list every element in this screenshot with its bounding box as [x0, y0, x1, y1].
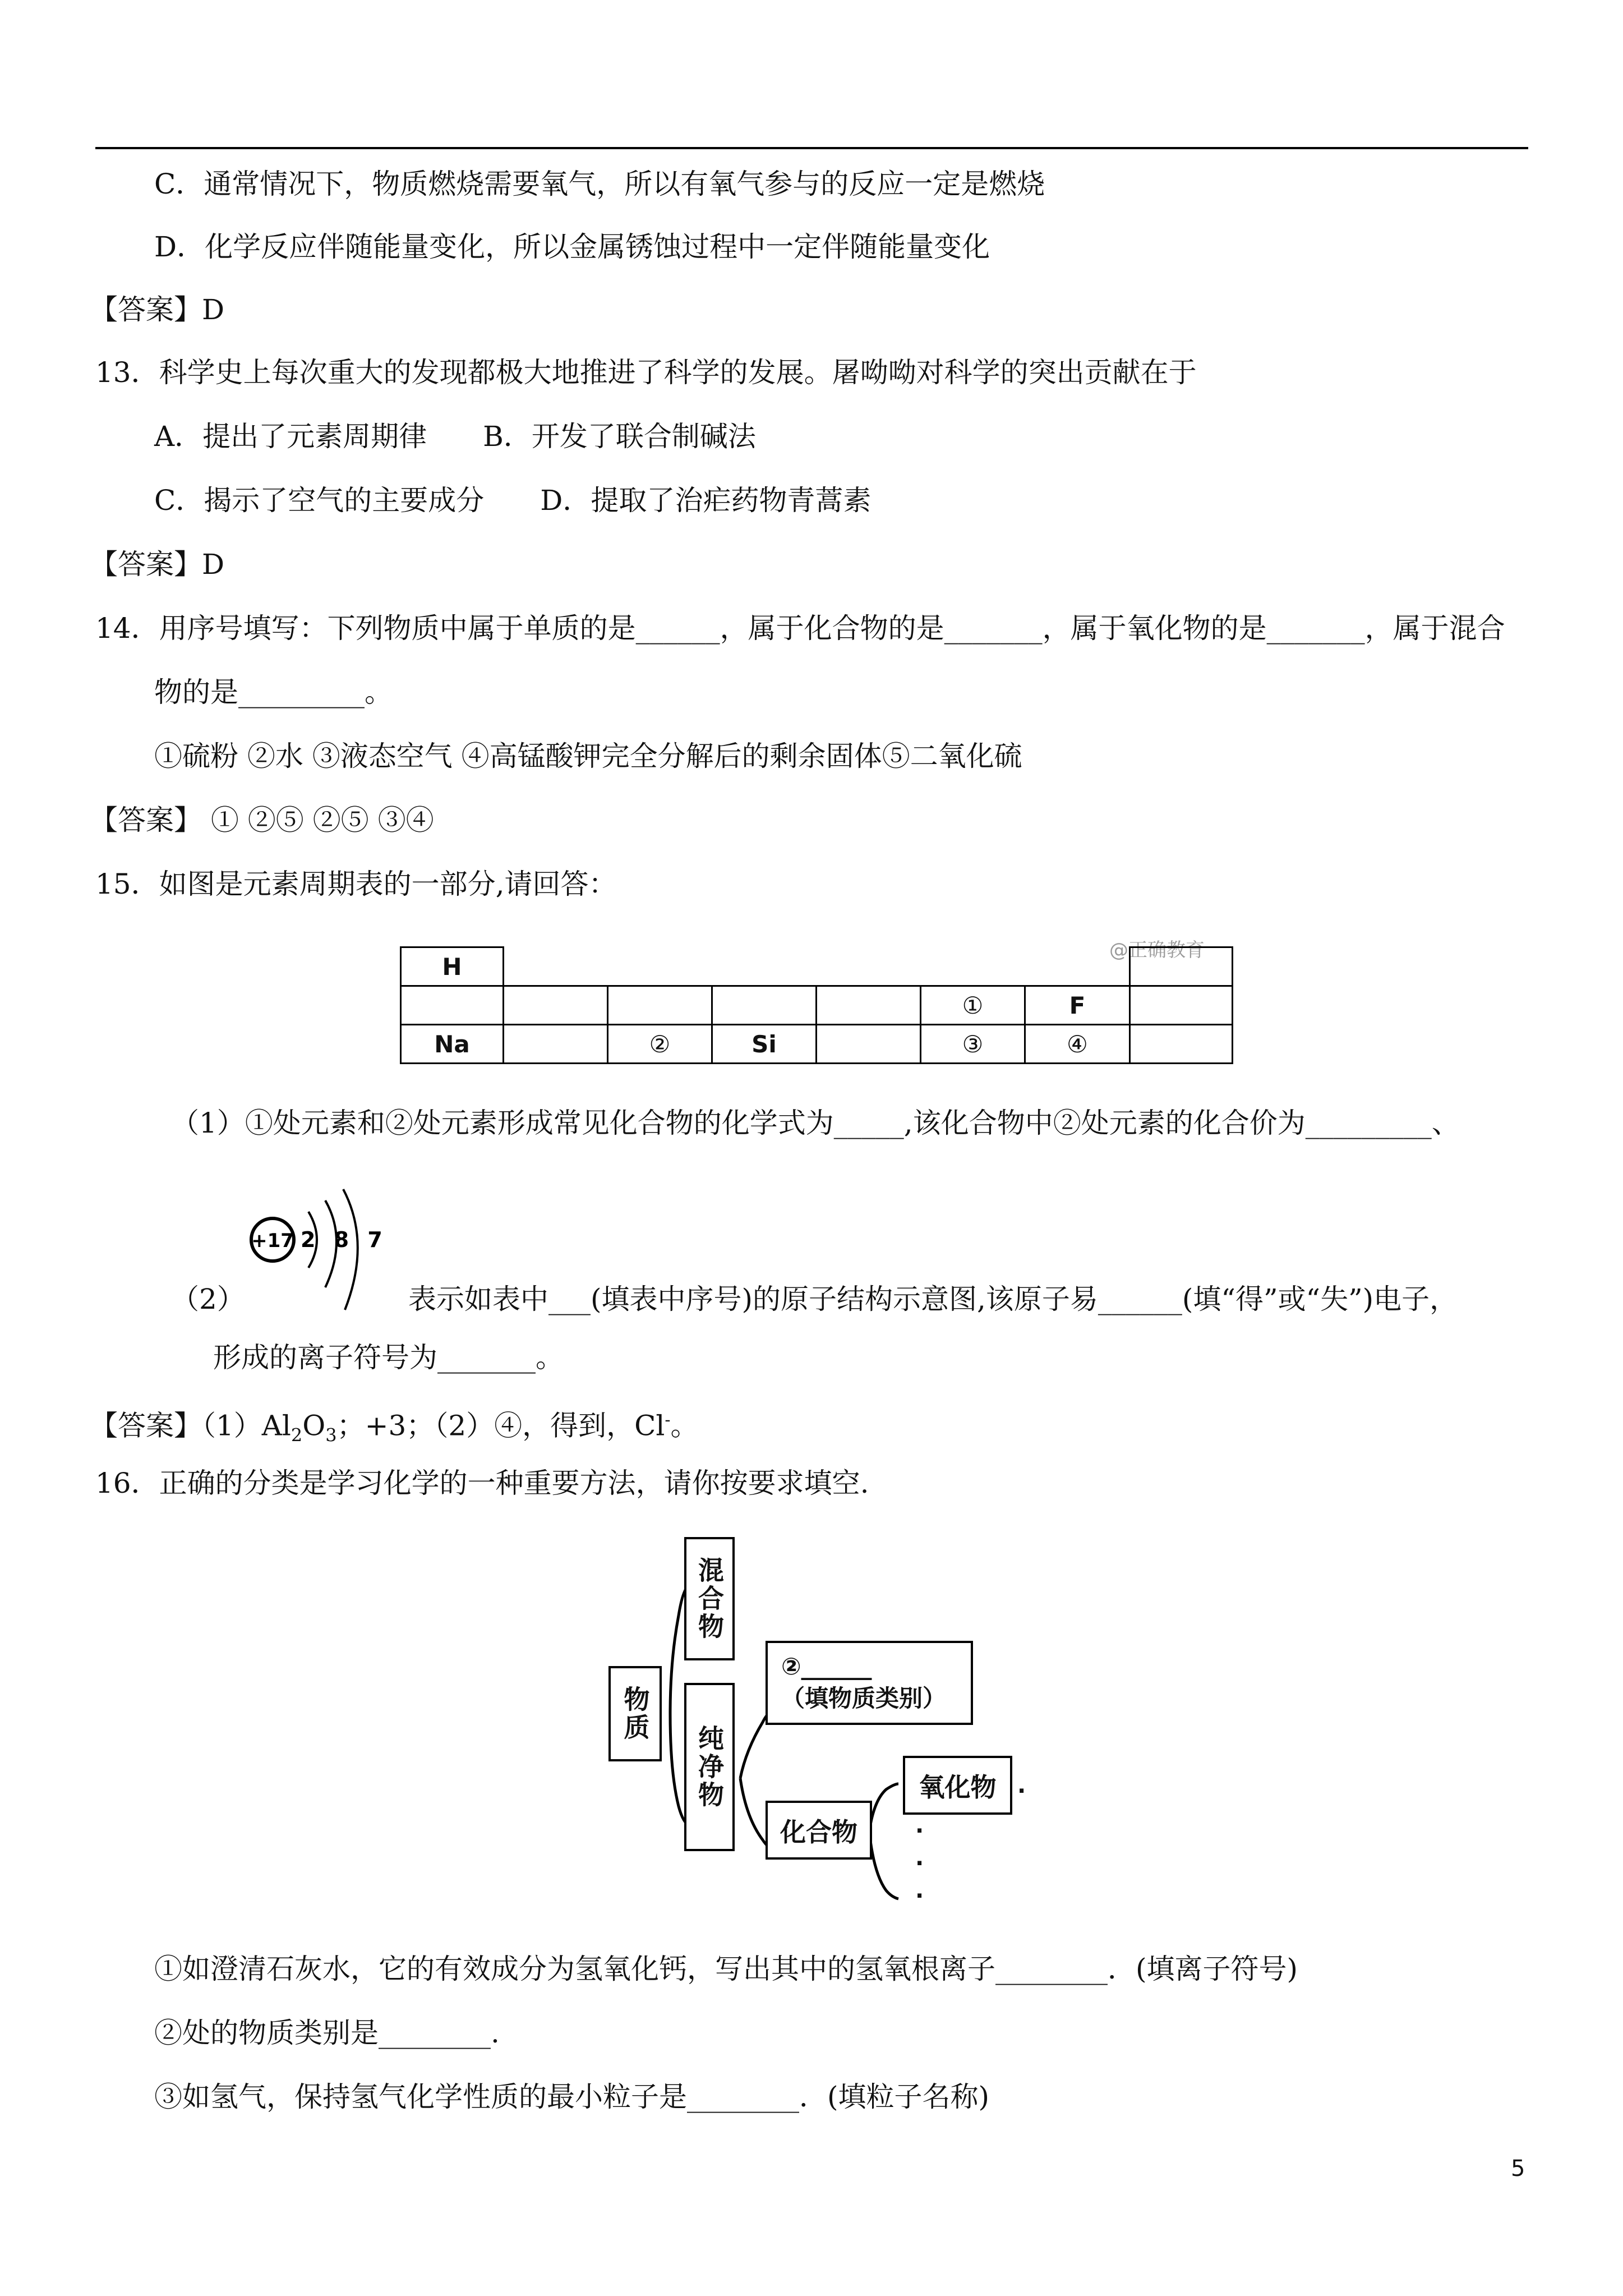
q15-sub2-label: （2） — [171, 1283, 245, 1315]
q13-options-cd: C．揭示了空气的主要成分 D．提取了治疟药物青蒿素 — [154, 484, 872, 517]
table-cell — [502, 985, 608, 1025]
table-cell — [607, 985, 713, 1025]
table-cell-na: Na — [400, 1024, 504, 1064]
q14-items: ①硫粉 ②水 ③液态空气 ④高锰酸钾完全分解后的剩余固体⑤二氧化硫 — [154, 740, 1022, 772]
q16-item3: ③如氢气，保持氢气化学性质的最小粒子是________．(填粒子名称) — [154, 2081, 990, 2113]
q14-answer: 【答案】 ① ②⑤ ②⑤ ③④ — [90, 804, 434, 836]
table-cell-2: ② — [607, 1024, 713, 1064]
q14-stem-line1: 14．用序号填写：下列物质中属于单质的是______，属于化合物的是_______，属于氧化物的是_______，属于混合 — [95, 612, 1505, 645]
blank-2-hint: （填物质类别） — [781, 1684, 947, 1712]
q12-option-c: C．通常情况下，物质燃烧需要氧气，所以有氧气参与的反应一定是燃烧 — [154, 168, 1045, 200]
q13-answer: 【答案】D — [90, 548, 225, 581]
table-cell-h: H — [400, 946, 504, 987]
q16-item1: ①如澄清石灰水，它的有效成分为氢氧化钙，写出其中的氢氧根离子________．(填离子符号) — [154, 1953, 1298, 1985]
table-cell — [815, 1024, 921, 1064]
table-cell-f: F — [1024, 985, 1131, 1025]
box-matter: 物质 — [608, 1666, 662, 1761]
box-compound: 化合物 — [766, 1801, 872, 1860]
ellipsis-dots: · · · — [915, 1818, 924, 1909]
header-rule — [95, 147, 1528, 149]
q13-stem: 13．科学史上每次重大的发现都极大地推进了科学的发展。屠呦呦对科学的突出贡献在于 — [95, 356, 1197, 389]
q14-stem-line2: 物的是_________。 — [154, 676, 393, 708]
table-cell — [711, 985, 817, 1025]
box-blank-2 — [766, 1641, 973, 1725]
periodic-table — [400, 946, 1233, 1064]
table-cell — [502, 1024, 608, 1064]
dot: . — [1017, 1773, 1026, 1798]
table-cell-si: Si — [711, 1024, 817, 1064]
table-cell-4: ④ — [1024, 1024, 1131, 1064]
table-cell — [1129, 1024, 1233, 1064]
shell-electrons: 2 8 7 — [301, 1227, 388, 1252]
nucleus-charge: +17 — [251, 1230, 294, 1252]
q12-answer: 【答案】D — [90, 293, 225, 326]
table-cell — [400, 985, 504, 1025]
q15-stem: 15．如图是元素周期表的一部分,请回答： — [95, 868, 617, 900]
q15-answer: 【答案】$(1)Al_2O_3$；+3；（2）④，得到，Cl-。 — [90, 1409, 699, 1446]
box-oxide: 氧化物 — [903, 1756, 1012, 1815]
q16-stem: 16．正确的分类是学习化学的一种重要方法，请你按要求填空. — [95, 1467, 869, 1499]
box-pure-substance: 纯净物 — [684, 1683, 735, 1851]
table-cell — [1129, 946, 1233, 987]
atom-structure-diagram — [247, 1189, 388, 1324]
table-cell-1: ① — [920, 985, 1026, 1025]
q12-option-d: D．化学反应伴随能量变化，所以金属锈蚀过程中一定伴随能量变化 — [154, 231, 990, 263]
box-mixture: 混合物 — [684, 1537, 735, 1660]
blank-2-label: ②______ — [781, 1652, 872, 1680]
watermark: @正确教育 — [1109, 939, 1205, 961]
table-cell — [1129, 985, 1233, 1025]
q15-sub2-text: 表示如表中___(填表中序号)的原子结构示意图,该原子易______(填“得”或“失”)电子， — [408, 1283, 1458, 1315]
page-number: 5 — [1511, 2156, 1525, 2182]
q13-options-ab: A．提出了元素周期律 B．开发了联合制碱法 — [154, 420, 756, 453]
table-cell-3: ③ — [920, 1024, 1026, 1064]
q16-item2: ②处的物质类别是________. — [154, 2017, 500, 2049]
table-cell — [815, 985, 921, 1025]
q15-sub1: （1）①处元素和②处元素形成常见化合物的化学式为_____,该化合物中②处元素的化合价为_________、 — [171, 1107, 1460, 1139]
q15-sub2-line2: 形成的离子符号为_______。 — [213, 1341, 564, 1374]
classification-diagram — [606, 1526, 1032, 1907]
